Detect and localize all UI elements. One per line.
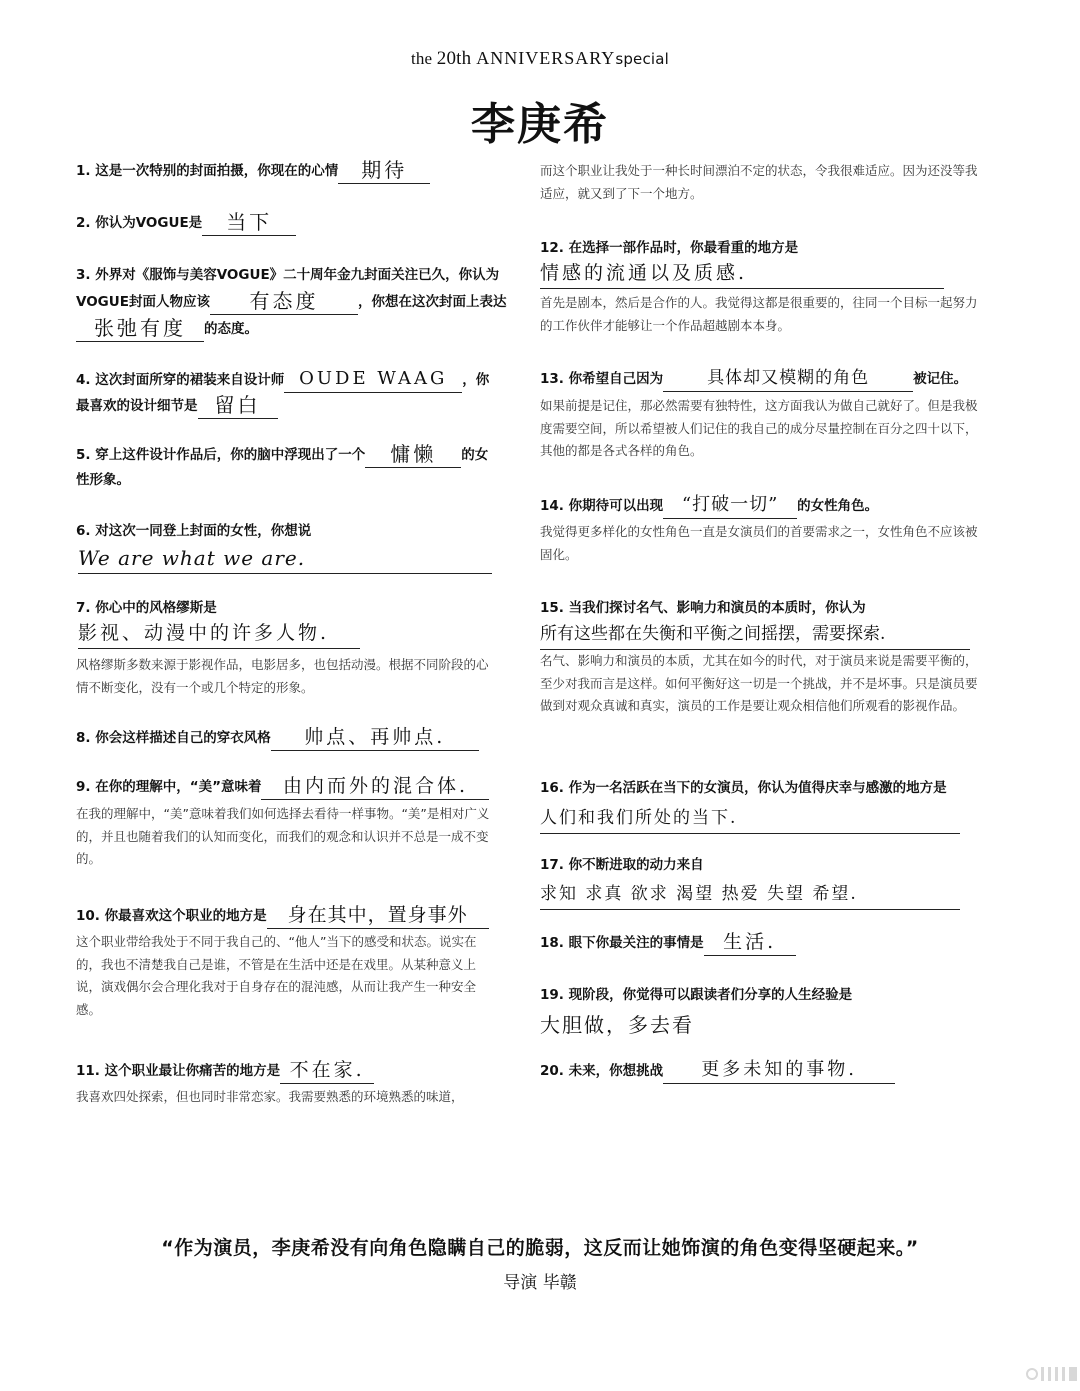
q2-answer: 当下 bbox=[202, 209, 296, 236]
question-17 bbox=[540, 852, 704, 878]
q10-body: 这个职业带给我处于不同于我自己的、“他人”当下的感受和状态。说实在的，我也不清楚我自己是谁，不管是在生活中还是在戏里。从某种意义上说，演戏偶尔会合理化我对于自身存在的混沌感，从而让我产生一种安全感。 bbox=[76, 934, 477, 1017]
header-anniversary: ANNIVERSARY bbox=[476, 48, 616, 68]
q8-answer: 帅点、再帅点. bbox=[271, 724, 479, 751]
question-4-line1 bbox=[76, 366, 489, 393]
quote-source: 导演 毕赣 bbox=[503, 1273, 577, 1293]
q20-answer: 更多未知的事物. bbox=[663, 1057, 895, 1084]
question-6 bbox=[76, 518, 311, 544]
q16-label: 16. 作为一名活跃在当下的女演员，你认为值得庆幸与感激的地方是 bbox=[540, 780, 947, 796]
q10-answer: 身在其中，置身事外 bbox=[267, 902, 489, 929]
q13-label-1a: 13. 你希望自己因为 bbox=[540, 371, 664, 387]
q17-label: 17. 你不断进取的动力来自 bbox=[540, 857, 704, 873]
q11-body-continued: 而这个职业让我处于一种长时间漂泊不定的状态，令我很难适应。因为还没等我适应，就又到了下一个地方。 bbox=[540, 163, 978, 201]
q3-label-1: 3. 外界对《服饰与美容VOGUE》二十周年金九封面关注已久，你认为 bbox=[76, 267, 500, 283]
q11-body: 我喜欢四处探索，但也同时非常恋家。我需要熟悉的环境熟悉的味道， bbox=[76, 1089, 464, 1104]
q14-body: 我觉得更多样化的女性角色一直是女演员们的首要需求之一，女性角色不应该被固化。 bbox=[540, 524, 978, 562]
closing-quote: “作为演员，李庚希没有向角色隐瞒自己的脆弱，这反而让她饰演的角色变得坚硬起来。” bbox=[161, 1237, 919, 1259]
question-1 bbox=[76, 157, 430, 184]
question-15 bbox=[540, 595, 866, 621]
q5-label-1a: 5. 穿上这件设计作品后，你的脑中浮现出了一个 bbox=[76, 447, 366, 463]
question-8 bbox=[76, 724, 479, 751]
question-19 bbox=[540, 982, 852, 1008]
page-title: 李庚希 bbox=[471, 99, 609, 150]
q15-body: 名气、影响力和演员的本质，尤其在如今的时代，对于演员来说是需要平衡的，至少对我而言是这样。如何平衡好这一切是一个挑战，并不是坏事。只是演员要做到对观众真诚和真实，演员的工作是要让观众相信他们所观看的影视作品。 bbox=[540, 653, 978, 713]
q7-body: 风格缪斯多数来源于影视作品，电影居多，也包括动漫。根据不同阶段的心情不断变化，没有一个或几个特定的形象。 bbox=[76, 657, 489, 695]
q4-label-1a: 4. 这次封面所穿的裙装来自设计师 bbox=[76, 372, 285, 388]
q18-answer: 生活. bbox=[704, 929, 796, 956]
question-3-line1 bbox=[76, 262, 499, 288]
question-10 bbox=[76, 902, 489, 929]
q1-answer: 期待 bbox=[338, 157, 430, 184]
question-5-line1 bbox=[76, 441, 488, 468]
q14-answer: “打破一切” bbox=[663, 492, 797, 519]
q5-answer: 慵懒 bbox=[365, 441, 461, 468]
q9-answer: 由内而外的混合体. bbox=[261, 773, 489, 800]
header-pre: the bbox=[410, 49, 437, 68]
header-special: special bbox=[615, 50, 670, 68]
question-3-line3 bbox=[76, 315, 258, 342]
q2-label: 2. 你认为VOGUE是 bbox=[76, 215, 203, 231]
q18-label: 18. 眼下你最关注的事情是 bbox=[540, 935, 704, 951]
q4-label-1b: ，你 bbox=[462, 372, 490, 388]
q13-body: 如果前提是记住，那必然需要有独特性，这方面我认为做自己就好了。但是我极度需要空间，所以希望被人们记住的我自己的成分尽量控制在百分之四十以下，其他的都是各式各样的角色。 bbox=[540, 398, 978, 458]
q19-label: 19. 现阶段，你觉得可以跟读者们分享的人生经验是 bbox=[540, 987, 853, 1003]
q15-answer: 所有这些都在失衡和平衡之间摇摆，需要探索. bbox=[540, 619, 970, 650]
q16-answer: 人们和我们所处的当下. bbox=[540, 803, 960, 834]
q6-answer: We are what we are. bbox=[78, 543, 492, 574]
header-num: 20th bbox=[436, 48, 477, 69]
q12-answer: 情感的流通以及质感. bbox=[540, 258, 944, 289]
question-13 bbox=[540, 365, 967, 392]
q5-label-2: 性形象。 bbox=[76, 472, 130, 488]
q4-answer-2: 留白 bbox=[198, 392, 278, 419]
q11-answer: 不在家. bbox=[280, 1057, 374, 1084]
watermark-icon bbox=[1026, 1363, 1080, 1385]
q9-body: 在我的理解中，“美”意味着我们如何选择去看待一样事物。“美”是相对广义的，并且也随着我们的认知而变化，而我们的观念和认识并不总是一成不变的。 bbox=[76, 806, 490, 866]
q7-label: 7. 你心中的风格缪斯是 bbox=[76, 600, 217, 616]
q17-answer: 求知 求真 欲求 渴望 热爱 失望 希望. bbox=[540, 879, 960, 910]
q4-label-2: 最喜欢的设计细节是 bbox=[76, 398, 198, 414]
question-18 bbox=[540, 929, 796, 956]
q5-label-1b: 的女 bbox=[461, 447, 489, 463]
q14-label-1b: 的女性角色。 bbox=[797, 498, 879, 514]
q8-label: 8. 你会这样描述自己的穿衣风格 bbox=[76, 730, 271, 746]
q3-label-3: 的态度。 bbox=[204, 321, 258, 337]
q10-label: 10. 你最喜欢这个职业的地方是 bbox=[76, 908, 267, 924]
q9-label: 9. 在你的理解中，“美”意味着 bbox=[76, 779, 262, 795]
question-2 bbox=[76, 209, 296, 236]
q4-answer-1: OUDE WAAG bbox=[284, 366, 462, 393]
q6-label: 6. 对这次一同登上封面的女性，你想说 bbox=[76, 523, 312, 539]
q20-label: 20. 未来，你想挑战 bbox=[540, 1063, 664, 1079]
q15-label: 15. 当我们探讨名气、影响力和演员的本质时，你认为 bbox=[540, 600, 866, 616]
question-3-line2 bbox=[76, 288, 506, 315]
q13-label-1b: 被记住。 bbox=[913, 371, 968, 387]
q3-answer-2: 张弛有度 bbox=[76, 315, 204, 342]
q3-label-2a: VOGUE封面人物应该 bbox=[76, 294, 210, 310]
q19-answer: 大胆做，多去看 bbox=[540, 1013, 694, 1037]
question-4-line2 bbox=[76, 392, 278, 419]
q3-answer-1: 有态度 bbox=[210, 288, 358, 315]
q11-label: 11. 这个职业最让你痛苦的地方是 bbox=[76, 1063, 281, 1079]
question-16 bbox=[540, 775, 947, 801]
q13-answer: 具体却又模糊的角色 bbox=[663, 365, 913, 392]
q14-label-1a: 14. 你期待可以出现 bbox=[540, 498, 664, 514]
q12-label: 12. 在选择一部作品时，你最看重的地方是 bbox=[540, 240, 799, 256]
magazine-header bbox=[0, 48, 1080, 70]
q1-label: 1. 这是一次特别的封面拍摄，你现在的心情 bbox=[76, 163, 339, 179]
q7-answer: 影视、动漫中的许多人物. bbox=[78, 618, 360, 649]
q3-label-2b: ，你想在这次封面上表达 bbox=[357, 294, 507, 310]
question-5-line2 bbox=[76, 467, 130, 493]
q12-body: 首先是剧本，然后是合作的人。我觉得这都是很重要的，往同一个目标一起努力的工作伙伴才能够让一个作品超越剧本本身。 bbox=[540, 295, 978, 333]
question-11 bbox=[76, 1057, 374, 1084]
question-14 bbox=[540, 492, 878, 519]
question-20 bbox=[540, 1057, 895, 1084]
question-9 bbox=[76, 773, 489, 800]
